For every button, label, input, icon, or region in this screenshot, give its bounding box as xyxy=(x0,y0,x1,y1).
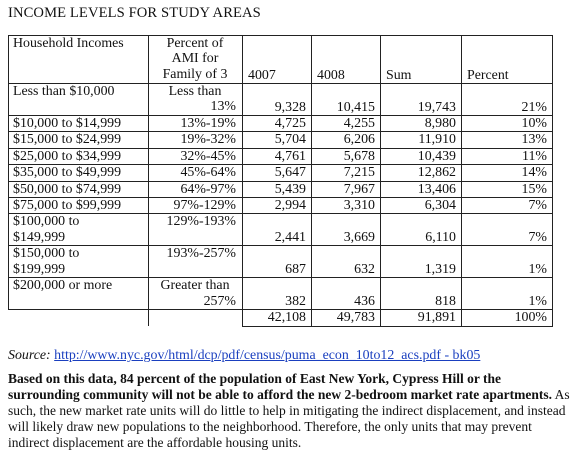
table-row xyxy=(9,84,553,116)
cell-4008: 4,255 xyxy=(312,116,381,132)
cell-4008: 632 xyxy=(312,246,381,278)
page-title: INCOME LEVELS FOR STUDY AREAS xyxy=(8,5,261,21)
ami-cell-line: 19%-32% xyxy=(180,132,236,148)
cell-4008: 7,967 xyxy=(312,181,381,197)
income-cell-line: $100,000 to xyxy=(13,214,80,230)
cell-sum: 10,439 xyxy=(381,148,462,164)
cell-4007: 2,441 xyxy=(243,214,312,246)
source-citation xyxy=(8,348,480,364)
income-cell xyxy=(9,198,149,214)
source-link[interactable]: http://www.nyc.gov/html/dcp/pdf/census/puma_econ_10to12_acs.pdf - bk05 xyxy=(54,348,481,363)
income-cell-line: $199,999 xyxy=(13,261,66,277)
total-empty-cell xyxy=(149,310,243,326)
body-paragraph xyxy=(8,371,574,451)
cell-4008: 3,310 xyxy=(312,198,381,214)
paragraph-text: As such, the new market rate units will do little to help in mitigating the indirect displacement, and instead will likely draw new populations to the neighborhood. Therefore, the only units that may prevent indirect displacement are the affordable housing units. xyxy=(8,387,570,450)
header-4007: 4007 xyxy=(243,36,312,84)
income-cell-line: $200,000 or more xyxy=(13,278,113,294)
header-sum: Sum xyxy=(381,36,462,84)
cell-sum: 818 xyxy=(381,278,462,310)
ami-cell xyxy=(149,278,243,310)
table-total-row xyxy=(9,310,553,326)
table-row xyxy=(9,132,553,148)
cell-sum: 19,743 xyxy=(381,84,462,116)
header-percent: Percent xyxy=(462,36,553,84)
cell-percent: 11% xyxy=(462,148,553,164)
table-row xyxy=(9,246,553,278)
income-cell-line: $25,000 to $34,999 xyxy=(13,148,122,164)
ami-cell-line: 32%-45% xyxy=(180,148,236,164)
cell-4007: 382 xyxy=(243,278,312,310)
ami-cell xyxy=(149,148,243,164)
cell-percent: 14% xyxy=(462,165,553,181)
ami-cell-line: 13%-19% xyxy=(180,116,236,131)
ami-cell xyxy=(149,116,243,132)
cell-4007: 5,704 xyxy=(243,132,312,148)
income-cell-line: $149,999 xyxy=(13,229,66,245)
cell-sum: 8,980 xyxy=(381,116,462,132)
ami-cell-line: 193%-257% xyxy=(166,246,236,262)
ami-cell xyxy=(149,246,243,278)
ami-cell xyxy=(149,165,243,181)
income-cell xyxy=(9,148,149,164)
header-4008: 4008 xyxy=(312,36,381,84)
table-header-row xyxy=(9,36,553,84)
table-row xyxy=(9,278,553,310)
header-ami-line: Percent of xyxy=(166,36,224,51)
ami-cell-line: 64%-97% xyxy=(180,181,236,197)
cell-sum: 6,110 xyxy=(381,214,462,246)
total-percent: 100% xyxy=(462,310,553,326)
ami-cell xyxy=(149,132,243,148)
header-ami-line: AMI for xyxy=(171,51,219,67)
cell-percent: 10% xyxy=(462,116,553,132)
ami-cell xyxy=(149,84,243,116)
cell-sum: 12,862 xyxy=(381,165,462,181)
cell-4007: 5,439 xyxy=(243,181,312,197)
income-cell xyxy=(9,116,149,132)
cell-percent: 7% xyxy=(462,214,553,246)
table-row xyxy=(9,116,553,132)
paragraph-bold-text: Based on this data, 84 percent of the population of East New York, Cypress Hill or the surrounding community will not be able to afford the new 2-bedroom market rate apartments. xyxy=(8,371,552,402)
ami-cell xyxy=(149,181,243,197)
cell-4007: 9,328 xyxy=(243,84,312,116)
cell-sum: 13,406 xyxy=(381,181,462,197)
table-row xyxy=(9,165,553,181)
cell-4008: 10,415 xyxy=(312,84,381,116)
income-cell xyxy=(9,278,149,310)
cell-4007: 4,725 xyxy=(243,116,312,132)
table-row xyxy=(9,198,553,214)
income-cell-line: $35,000 to $49,999 xyxy=(13,165,122,181)
table-row xyxy=(9,181,553,197)
cell-percent: 1% xyxy=(462,278,553,310)
cell-4007: 2,994 xyxy=(243,198,312,214)
ami-cell-line: 257% xyxy=(203,293,236,309)
income-cell-line: $75,000 to $99,999 xyxy=(13,198,122,214)
total-sum: 91,891 xyxy=(381,310,462,326)
income-table xyxy=(8,35,553,327)
income-cell xyxy=(9,246,149,278)
cell-4008: 3,669 xyxy=(312,214,381,246)
cell-4008: 5,678 xyxy=(312,148,381,164)
income-cell-line: Less than $10,000 xyxy=(13,84,115,99)
ami-cell xyxy=(149,198,243,214)
total-empty-cell xyxy=(9,310,149,326)
ami-cell-line: 45%-64% xyxy=(180,165,236,181)
income-cell-line: $10,000 to $14,999 xyxy=(13,116,122,131)
income-cell xyxy=(9,214,149,246)
cell-4008: 6,206 xyxy=(312,132,381,148)
cell-percent: 7% xyxy=(462,198,553,214)
ami-cell-line: 13% xyxy=(210,99,236,115)
cell-sum: 1,319 xyxy=(381,246,462,278)
ami-cell-line: Greater than xyxy=(160,278,230,294)
cell-percent: 15% xyxy=(462,181,553,197)
income-cell xyxy=(9,165,149,181)
cell-4007: 687 xyxy=(243,246,312,278)
income-cell xyxy=(9,132,149,148)
total-4007: 42,108 xyxy=(243,310,312,326)
cell-4008: 7,215 xyxy=(312,165,381,181)
cell-sum: 6,304 xyxy=(381,198,462,214)
income-cell-line: $50,000 to $74,999 xyxy=(13,181,122,197)
source-label: Source: xyxy=(8,348,51,363)
income-cell xyxy=(9,84,149,116)
cell-percent: 1% xyxy=(462,246,553,278)
cell-4007: 5,647 xyxy=(243,165,312,181)
header-household-incomes: Household Incomes xyxy=(9,36,149,84)
header-percent-ami xyxy=(149,36,243,84)
cell-4008: 436 xyxy=(312,278,381,310)
income-cell xyxy=(9,181,149,197)
table-row xyxy=(9,148,553,164)
ami-cell-line: 97%-129% xyxy=(173,198,236,214)
table-row xyxy=(9,214,553,246)
cell-percent: 13% xyxy=(462,132,553,148)
cell-sum: 11,910 xyxy=(381,132,462,148)
ami-cell-line: 129%-193% xyxy=(166,214,236,230)
cell-4007: 4,761 xyxy=(243,148,312,164)
cell-percent: 21% xyxy=(462,84,553,116)
income-cell-line: $150,000 to xyxy=(13,246,80,262)
income-cell-line: $15,000 to $24,999 xyxy=(13,132,122,148)
total-4008: 49,783 xyxy=(312,310,381,326)
ami-cell xyxy=(149,214,243,246)
ami-cell-line: Less than xyxy=(168,84,222,99)
header-ami-line: Family of 3 xyxy=(162,66,228,82)
